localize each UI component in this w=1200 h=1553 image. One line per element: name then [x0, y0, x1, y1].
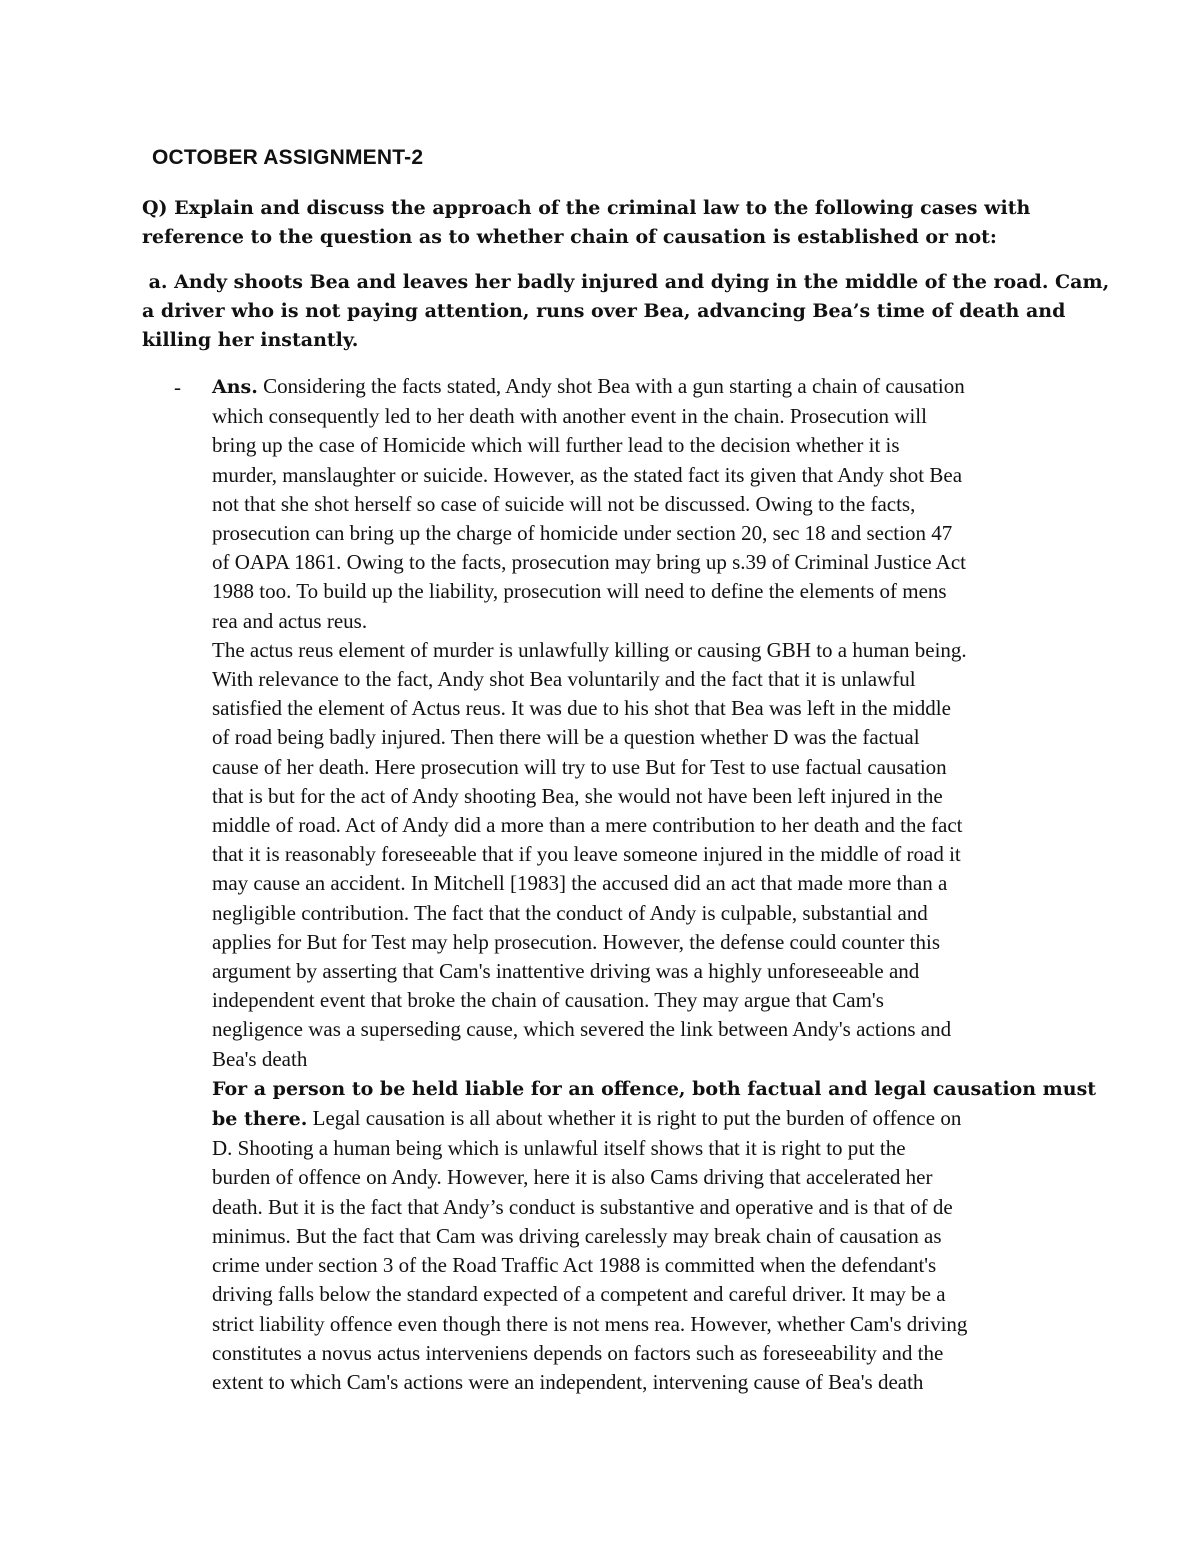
answer-body: [212, 372, 1097, 1397]
answer-line: satisfied the element of Actus reus. It was due to his shot that Bea was left in the middle: [212, 696, 951, 721]
answer-paragraph-2: [212, 1134, 1072, 1397]
answer-line: not that she shot herself so case of suicide will not be discussed. Owing to the facts,: [212, 491, 916, 516]
answer-line: Bea's death: [212, 1046, 308, 1071]
legal-causation-heading-end: be there.: [212, 1108, 308, 1131]
answer-line: argument by asserting that Cam's inattentive driving was a highly unforeseeable and: [212, 959, 920, 984]
question-text: [142, 194, 1072, 252]
answer-line: minimus. But the fact that Cam was driving carelessly may break chain of causation as: [212, 1223, 942, 1248]
answer-line: strict liability offence even though there is not mens rea. However, whether Cam's driving: [212, 1311, 968, 1336]
answer-line: independent event that broke the chain of causation. They may argue that Cam's: [212, 988, 884, 1013]
answer-line: negligible contribution. The fact that the conduct of Andy is culpable, substantial and: [212, 900, 928, 925]
answer-line: murder, manslaughter or suicide. However, as the stated fact its given that Andy shot Bea: [212, 462, 963, 487]
legal-causation-heading: For a person to be held liable for an offence, both factual and legal causation must: [212, 1077, 1097, 1100]
answer-line: negligence was a superseding cause, which severed the link between Andy's actions and: [212, 1017, 952, 1042]
answer-line: With relevance to the fact, Andy shot Bea voluntarily and the fact that it is unlawful: [212, 667, 916, 692]
answer-line: The actus reus element of murder is unlawfully killing or causing GBH to a human being.: [212, 637, 967, 662]
answer-line: may cause an accident. In Mitchell [1983] the accused did an act that made more than a: [212, 871, 948, 896]
answer-first-line: Considering the facts stated, Andy shot Bea with a gun starting a chain of causation: [257, 374, 965, 398]
answer-line: [212, 372, 1072, 402]
answer-line: rea and actus reus.: [212, 608, 368, 633]
case-line: killing her instantly.: [142, 329, 359, 351]
answer-line: death. But it is the fact that Andy’s conduct is substantive and operative and is that of de: [212, 1194, 953, 1219]
assignment-title: OCTOBER ASSIGNMENT-2: [152, 146, 424, 169]
answer-line: constitutes a novus actus interveniens depends on factors such as foreseeability and the: [212, 1340, 944, 1365]
answer-line-rest: Legal causation is all about whether it is right to put the burden of offence on: [307, 1106, 962, 1131]
case-line: a driver who is not paying attention, runs over Bea, advancing Bea’s time of death and: [142, 300, 1066, 322]
answer-line: driving falls below the standard expected of a competent and careful driver. It may be a: [212, 1282, 946, 1307]
question-line: Q) Explain and discuss the approach of the criminal law to the following cases with: [142, 197, 1031, 219]
answer-line: that it is reasonably foreseeable that if you leave someone injured in the middle of road it: [212, 842, 961, 867]
answer-line: cause of her death. Here prosecution will try to use But for Test to use factual causation: [212, 754, 947, 779]
answer-line: crime under section 3 of the Road Traffic Act 1988 is committed when the defendant's: [212, 1253, 937, 1278]
answer-paragraph-1: [212, 402, 1072, 1074]
list-bullet: -: [174, 375, 181, 399]
answer-line: burden of offence on Andy. However, here it is also Cams driving that accelerated her: [212, 1165, 933, 1190]
answer-line: which consequently led to her death with another event in the chain. Prosecution will: [212, 404, 927, 429]
case-a-text: [142, 268, 1110, 355]
answer-line: middle of road. Act of Andy did a more than a mere contribution to her death and the fact: [212, 813, 963, 838]
answer-line: prosecution can bring up the charge of homicide under section 20, sec 18 and section 47: [212, 521, 953, 546]
answer-line: D. Shooting a human being which is unlawful itself shows that it is right to put the: [212, 1136, 906, 1161]
answer-line: 1988 too. To build up the liability, prosecution will need to define the elements of mens: [212, 579, 947, 604]
answer-line: extent to which Cam's actions were an independent, intervening cause of Bea's death: [212, 1369, 924, 1394]
answer-line: of road being badly injured. Then there will be a question whether D was the factual: [212, 725, 920, 750]
answer-line: [212, 1104, 1072, 1134]
answer-line: applies for But for Test may help prosecution. However, the defense could counter this: [212, 929, 941, 954]
question-line: reference to the question as to whether chain of causation is established or not:: [142, 226, 997, 248]
answer-line: of OAPA 1861. Owing to the facts, prosecution may bring up s.39 of Criminal Justice Act: [212, 550, 966, 575]
answer-label: Ans.: [212, 376, 258, 398]
answer-line: bring up the case of Homicide which will further lead to the decision whether it is: [212, 433, 900, 458]
case-line: a. Andy shoots Bea and leaves her badly injured and dying in the middle of the road. Cam,: [142, 271, 1110, 293]
answer-line: that is but for the act of Andy shooting Bea, she would not have been left injured in the: [212, 783, 943, 808]
